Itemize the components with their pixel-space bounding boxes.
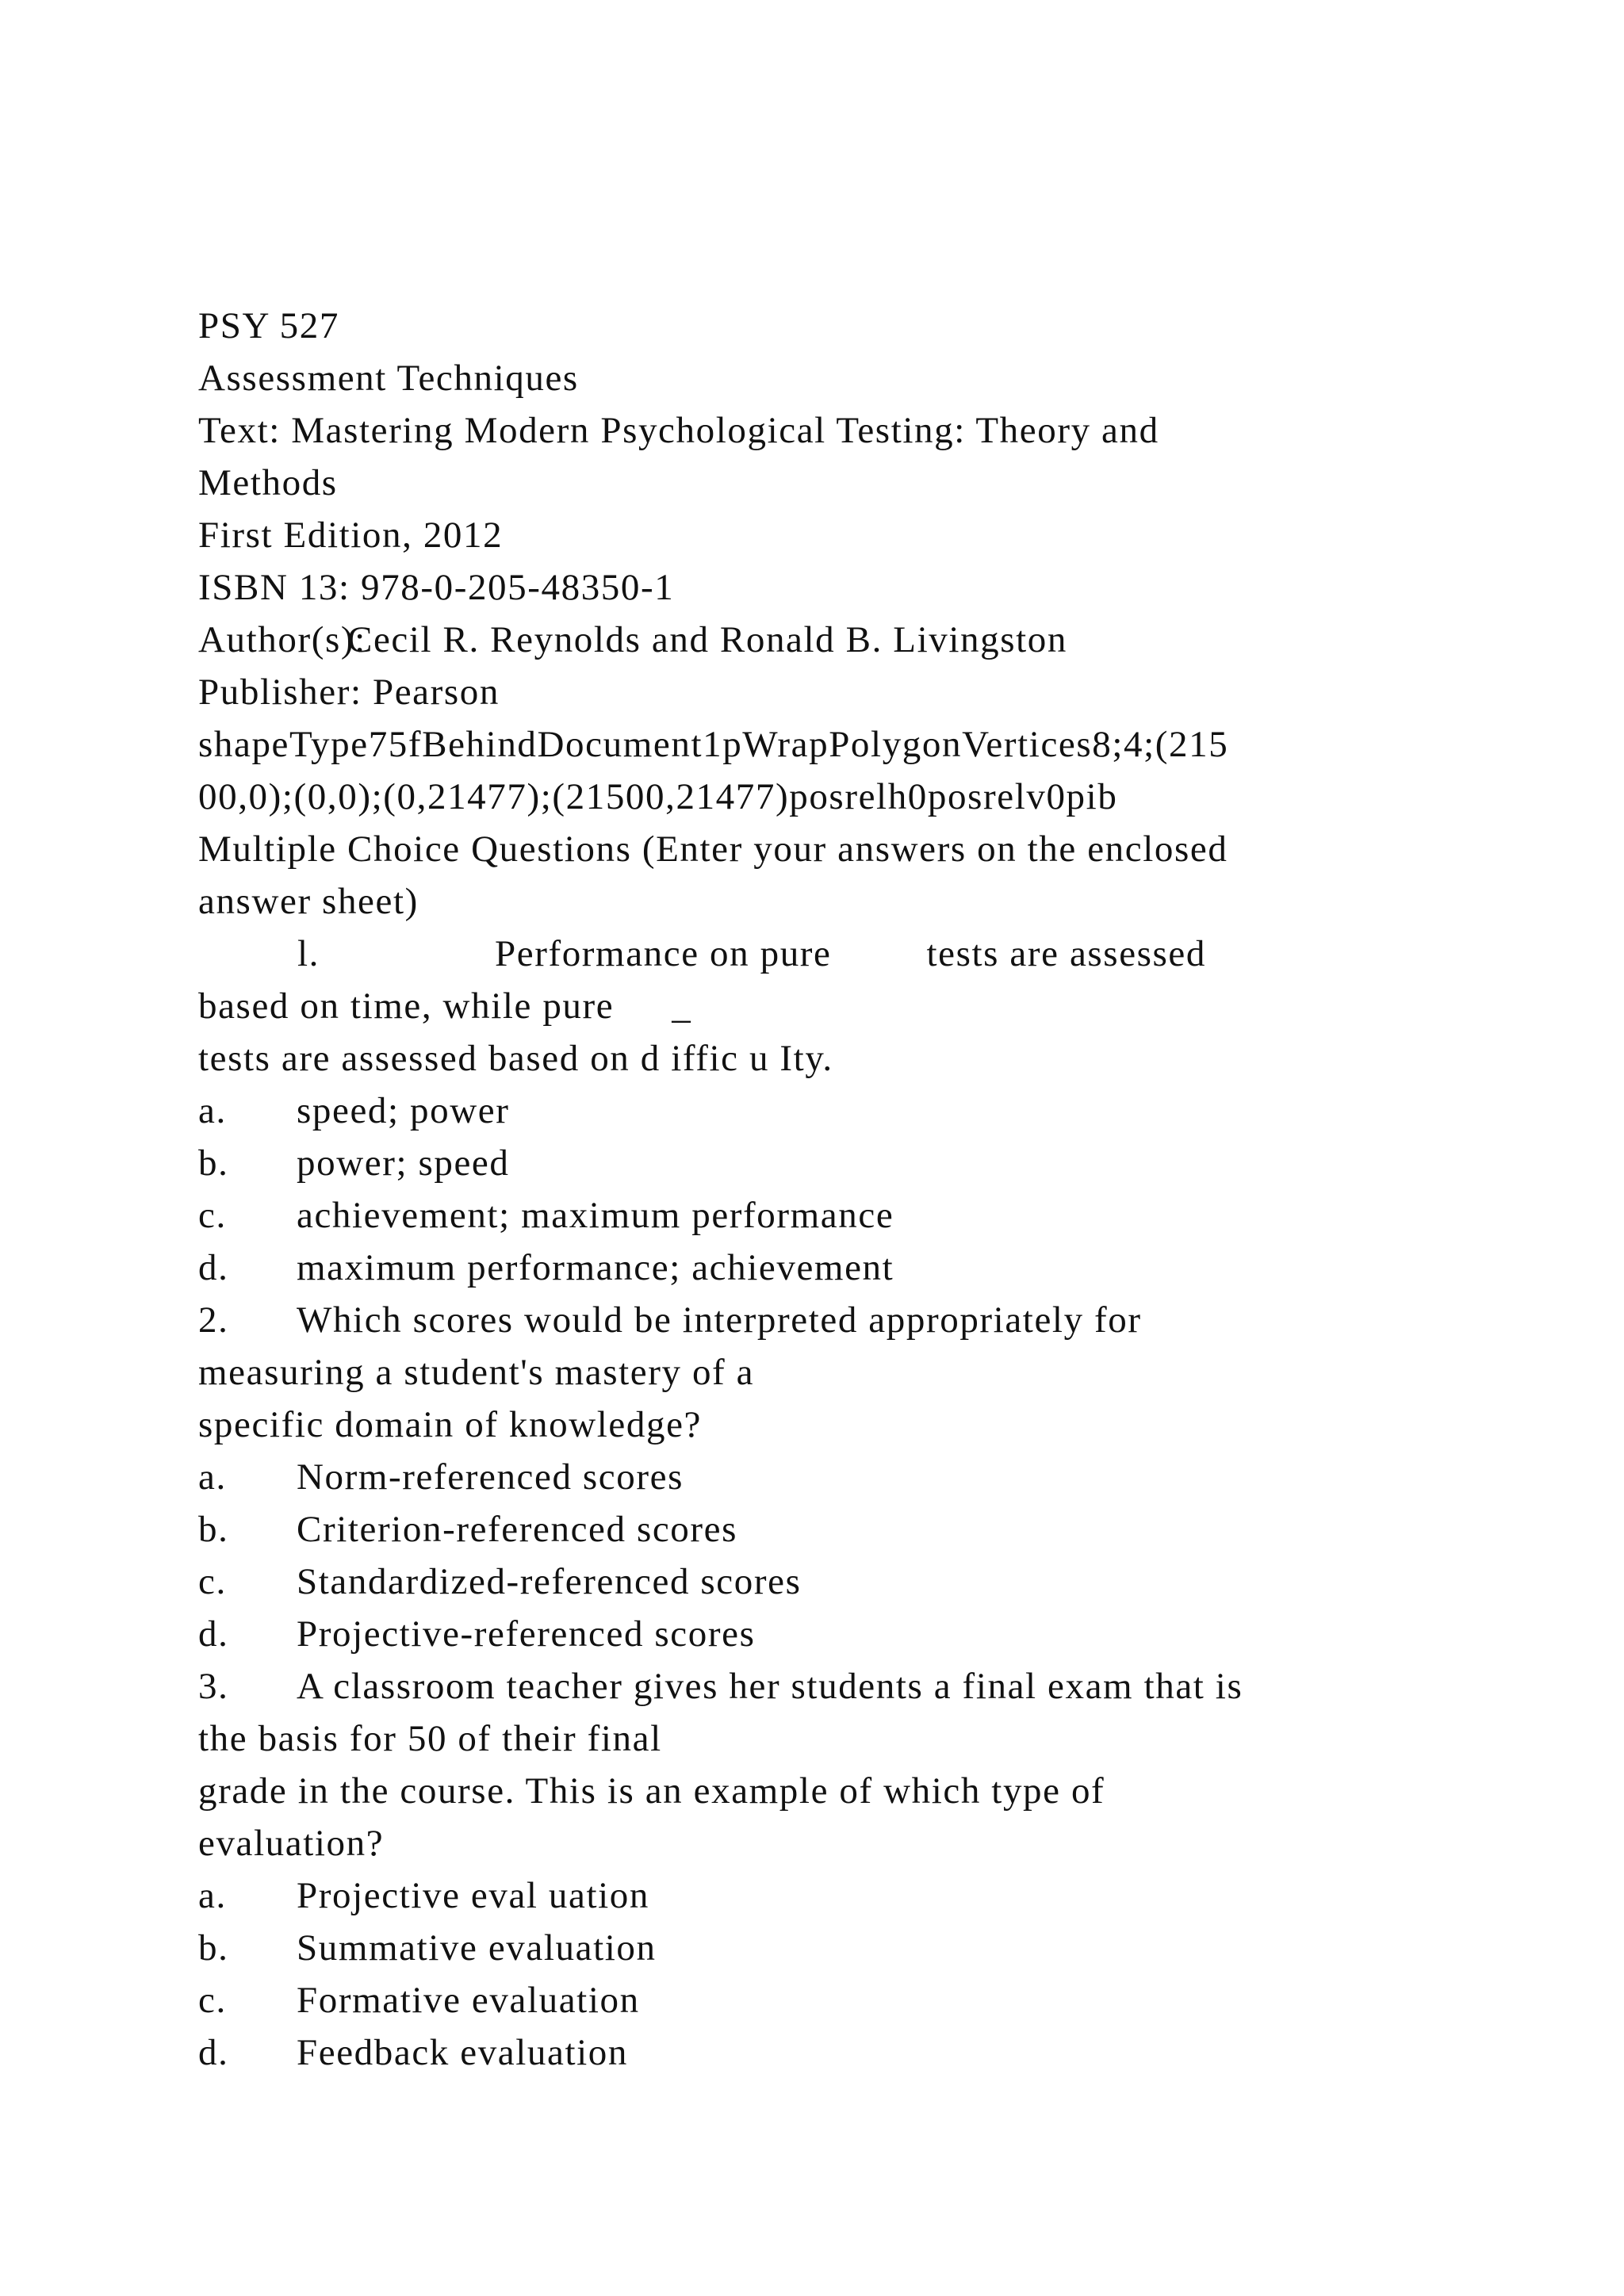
option-letter: c. — [198, 1980, 227, 2021]
option-letter: b. — [198, 1142, 229, 1184]
question-3-option-a — [198, 1869, 1507, 1922]
question-1-number: l. — [297, 933, 320, 974]
question-2-line-3: specific domain of knowledge? — [198, 1404, 703, 1445]
option-text: Projective-referenced scores — [297, 1613, 756, 1655]
textbook-title-line-2: Methods — [198, 462, 338, 503]
artifact-line-1: shapeType75fBehindDocument1pWrapPolygonVertices8;4;(215 — [198, 724, 1229, 765]
option-letter: c. — [198, 1195, 227, 1236]
question-3-number: 3. — [198, 1666, 229, 1707]
authors-names: Cecil R. Reynolds and Ronald B. Livingston — [347, 619, 1067, 660]
option-text: Standardized-referenced scores — [297, 1561, 802, 1602]
question-2-number: 2. — [198, 1299, 229, 1341]
option-letter: c. — [198, 1561, 227, 1602]
question-2-option-a — [198, 1451, 1507, 1503]
option-letter: d. — [198, 2032, 229, 2073]
option-text: Formative evaluation — [297, 1980, 640, 2021]
instructions-line-1: Multiple Choice Questions (Enter your answers on the enclosed — [198, 828, 1228, 870]
authors-line — [198, 614, 1507, 666]
question-1-line-2 — [198, 980, 1507, 1032]
question-3-line-1 — [198, 1660, 1507, 1712]
course-title: Assessment Techniques — [198, 358, 579, 399]
instructions-line-2: answer sheet) — [198, 881, 419, 922]
textbook-title-line-1: Text: Mastering Modern Psychological Testing: Theory and — [198, 410, 1159, 451]
question-3-line-4: evaluation? — [198, 1823, 385, 1864]
question-3-text-a: A classroom teacher gives her students a final exam that is — [297, 1666, 1243, 1707]
option-letter: b. — [198, 1509, 229, 1550]
option-letter: d. — [198, 1613, 229, 1655]
question-3-option-c — [198, 1974, 1507, 2026]
publisher: Publisher: Pearson — [198, 672, 500, 713]
option-text: Feedback evaluation — [297, 2032, 628, 2073]
course-code: PSY 527 — [198, 305, 339, 346]
option-letter: a. — [198, 1456, 227, 1498]
question-3-line-3: grade in the course. This is an example of which type of — [198, 1770, 1105, 1812]
option-text: Summative evaluation — [297, 1927, 657, 1969]
option-letter: b. — [198, 1927, 229, 1969]
question-2-line-2: measuring a student's mastery of a — [198, 1352, 755, 1393]
option-text: Norm-referenced scores — [297, 1456, 684, 1498]
isbn: ISBN 13: 978-0-205-48350-1 — [198, 567, 675, 608]
question-2-option-b — [198, 1503, 1507, 1556]
question-3-line-2: the basis for 50 of their final — [198, 1718, 662, 1759]
question-1-line-1 — [198, 928, 1507, 980]
question-1-option-d — [198, 1242, 1507, 1294]
option-letter: d. — [198, 1247, 229, 1288]
option-letter: a. — [198, 1875, 227, 1916]
question-1-line-3: tests are assessed based on d iffic u Ity. — [198, 1038, 833, 1079]
option-text: achievement; maximum performance — [297, 1195, 894, 1236]
document-page — [198, 300, 1507, 2079]
question-1-blank-mark: _ — [672, 985, 692, 1027]
question-2-option-d — [198, 1608, 1507, 1660]
question-2-option-c — [198, 1556, 1507, 1608]
option-text: maximum performance; achievement — [297, 1247, 894, 1288]
question-3-option-b — [198, 1922, 1507, 1974]
question-2-line-1 — [198, 1294, 1507, 1346]
question-1-text-b: tests are assessed — [926, 933, 1206, 974]
option-text: power; speed — [297, 1142, 510, 1184]
question-1-option-b — [198, 1137, 1507, 1189]
option-letter: a. — [198, 1090, 227, 1131]
question-1-option-c — [198, 1189, 1507, 1242]
question-1-text-c: based on time, while pure — [198, 985, 615, 1027]
question-1-option-a — [198, 1085, 1507, 1137]
option-text: speed; power — [297, 1090, 510, 1131]
question-3-option-d — [198, 2026, 1507, 2079]
option-text: Criterion-referenced scores — [297, 1509, 738, 1550]
question-2-text-a: Which scores would be interpreted appropriately for — [297, 1299, 1142, 1341]
artifact-line-2: 00,0);(0,0);(0,21477);(21500,21477)posrelh0posrelv0pib — [198, 776, 1118, 817]
edition: First Edition, 2012 — [198, 515, 504, 556]
option-text: Projective eval uation — [297, 1875, 650, 1916]
authors-label: Author(s): — [198, 619, 366, 660]
question-1-text-a: Performance on pure — [495, 933, 832, 974]
